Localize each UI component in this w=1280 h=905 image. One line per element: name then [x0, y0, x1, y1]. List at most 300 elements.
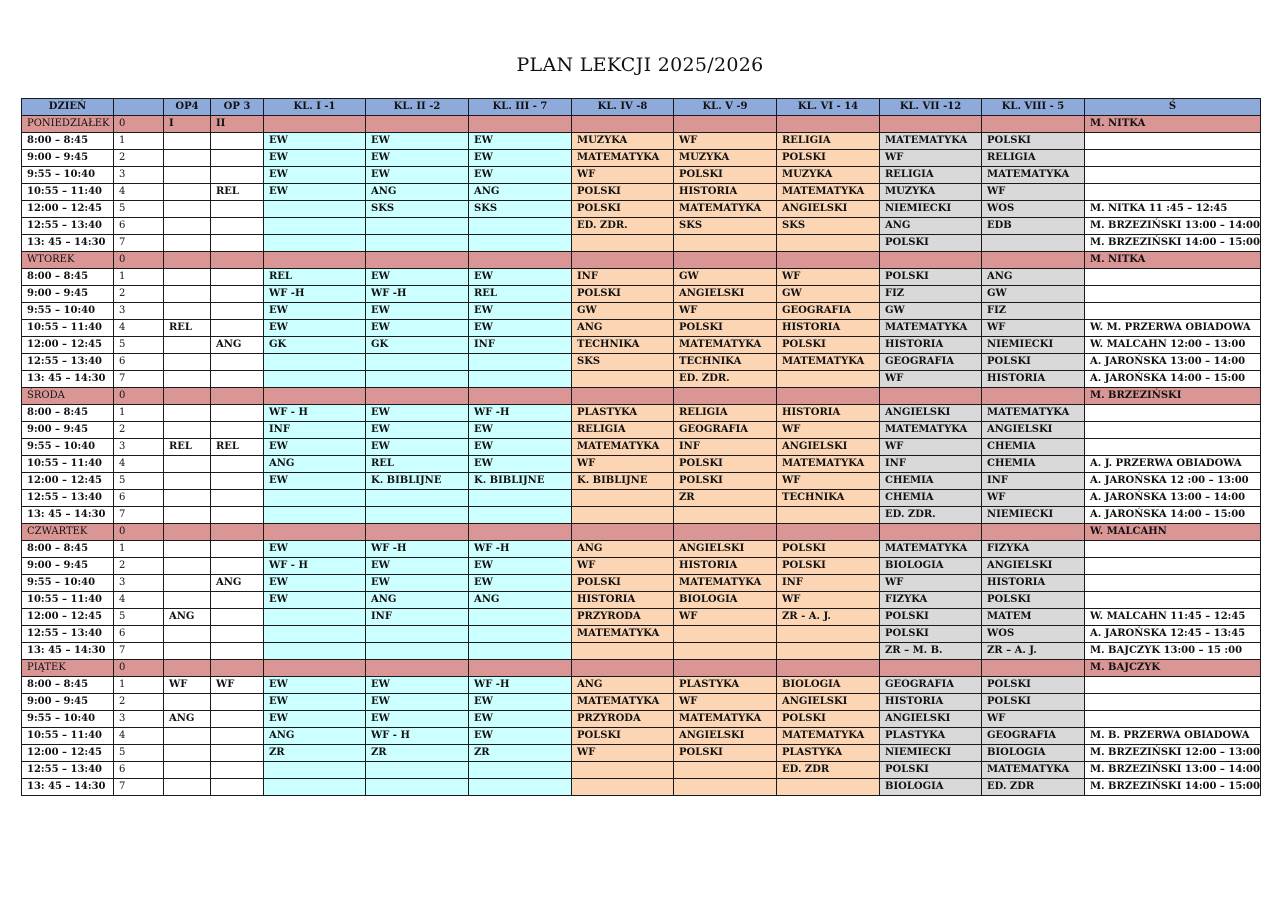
lesson-cell: WF	[777, 269, 880, 286]
lesson-cell: INF	[572, 269, 674, 286]
lesson-cell: ANGIELSKI	[674, 286, 777, 303]
duty-cell: M. BRZEZIŃSKI 14:00 – 15:00	[1085, 235, 1261, 252]
lesson-cell: WF	[880, 575, 982, 592]
lesson-cell	[264, 218, 366, 235]
lesson-cell	[211, 541, 264, 558]
lesson-cell: MATEMATYKA	[880, 320, 982, 337]
lesson-cell: EW	[264, 473, 366, 490]
lesson-cell: ZR - A. J.	[777, 609, 880, 626]
lesson-row	[22, 133, 1261, 150]
day-header-cell	[469, 388, 572, 405]
duty-cell: A. JAROŃSKA 12 :00 – 13:00	[1085, 473, 1261, 490]
column-header-col-class-14: KL. VI - 14	[777, 99, 880, 116]
day-header-cell	[777, 116, 880, 133]
lesson-cell	[164, 575, 211, 592]
lesson-cell: WF -H	[366, 541, 469, 558]
lesson-cell: EDB	[982, 218, 1085, 235]
lesson-cell: CHEMIA	[880, 490, 982, 507]
duty-cell: A. JAROŃSKA 13:00 – 14:00	[1085, 490, 1261, 507]
lesson-cell	[211, 422, 264, 439]
lesson-cell: BIOLOGIA	[674, 592, 777, 609]
lesson-row	[22, 456, 1261, 473]
duty-cell	[1085, 694, 1261, 711]
lesson-cell: POLSKI	[572, 286, 674, 303]
lesson-cell: RELIGIA	[982, 150, 1085, 167]
lesson-cell: ANG	[164, 711, 211, 728]
lesson-cell: EW	[469, 133, 572, 150]
lesson-cell	[211, 371, 264, 388]
lesson-cell: WOS	[982, 201, 1085, 218]
column-header-col-class-9: KL. V -9	[674, 99, 777, 116]
day-header-cell	[572, 116, 674, 133]
lesson-number: 5	[114, 745, 164, 762]
lesson-cell: ANG	[264, 456, 366, 473]
lesson-cell	[164, 269, 211, 286]
column-header-col-op4: OP4	[164, 99, 211, 116]
lesson-row	[22, 575, 1261, 592]
lesson-cell: REL	[211, 184, 264, 201]
lesson-cell	[777, 507, 880, 524]
duty-cell: A. JAROŃSKA 12:45 – 13:45	[1085, 626, 1261, 643]
lesson-cell	[211, 507, 264, 524]
lesson-cell: POLSKI	[572, 575, 674, 592]
day-header-cell	[366, 524, 469, 541]
lesson-cell: CHEMIA	[982, 439, 1085, 456]
lesson-cell: EW	[366, 694, 469, 711]
lesson-time: 12:55 – 13:40	[22, 626, 114, 643]
lesson-cell	[264, 490, 366, 507]
lesson-cell: ANGIELSKI	[777, 201, 880, 218]
duty-cell: W. M. PRZERWA OBIADOWA	[1085, 320, 1261, 337]
lesson-cell: MATEMATYKA	[982, 405, 1085, 422]
lesson-time: 8:00 – 8:45	[22, 269, 114, 286]
day-header-cell	[982, 388, 1085, 405]
lesson-cell: WF	[982, 184, 1085, 201]
lesson-cell: RELIGIA	[674, 405, 777, 422]
day-name: WTOREK	[22, 252, 114, 269]
lesson-row	[22, 439, 1261, 456]
lesson-number: 0	[114, 252, 164, 269]
column-header-col-op3: OP 3	[211, 99, 264, 116]
lesson-cell: EW	[469, 320, 572, 337]
lesson-cell: EW	[366, 711, 469, 728]
lesson-cell: ANG	[211, 575, 264, 592]
lesson-cell: ANGIELSKI	[880, 405, 982, 422]
day-header-cell: II	[211, 116, 264, 133]
lesson-cell	[264, 201, 366, 218]
lesson-row	[22, 405, 1261, 422]
duty-cell: A. JAROŃSKA 14:00 – 15:00	[1085, 507, 1261, 524]
lesson-cell: GEOGRAFIA	[777, 303, 880, 320]
lesson-cell: ANG	[982, 269, 1085, 286]
day-header-cell	[264, 524, 366, 541]
lesson-cell: EW	[366, 422, 469, 439]
lesson-number: 4	[114, 728, 164, 745]
lesson-cell: HISTORIA	[674, 558, 777, 575]
lesson-cell: REL	[211, 439, 264, 456]
lesson-row	[22, 473, 1261, 490]
lesson-cell: HISTORIA	[982, 371, 1085, 388]
lesson-row	[22, 201, 1261, 218]
day-header-cell	[572, 252, 674, 269]
lesson-cell	[366, 779, 469, 796]
lesson-cell	[211, 745, 264, 762]
lesson-time: 12:00 – 12:45	[22, 337, 114, 354]
lesson-cell: REL	[469, 286, 572, 303]
lesson-cell: FIZYKA	[880, 592, 982, 609]
day-header-cell	[777, 388, 880, 405]
lesson-cell: BIOLOGIA	[880, 779, 982, 796]
lesson-cell: EW	[264, 694, 366, 711]
lesson-cell: POLSKI	[982, 354, 1085, 371]
lesson-cell	[164, 473, 211, 490]
lesson-number: 4	[114, 184, 164, 201]
lesson-number: 4	[114, 320, 164, 337]
lesson-number: 3	[114, 439, 164, 456]
duty-cell	[1085, 133, 1261, 150]
lesson-row	[22, 354, 1261, 371]
day-header-cell	[674, 524, 777, 541]
lesson-number: 0	[114, 116, 164, 133]
lesson-cell	[469, 490, 572, 507]
duty-cell: M. BRZEZIŃSKI 12:00 – 13:00	[1085, 745, 1261, 762]
lesson-cell: ANG	[572, 677, 674, 694]
lesson-cell	[366, 762, 469, 779]
lesson-row	[22, 235, 1261, 252]
lesson-cell	[211, 133, 264, 150]
day-header-cell	[211, 252, 264, 269]
lesson-cell	[164, 541, 211, 558]
lesson-time: 13: 45 – 14:30	[22, 779, 114, 796]
lesson-cell	[572, 507, 674, 524]
duty-cell	[1085, 677, 1261, 694]
lesson-cell: ED. ZDR.	[880, 507, 982, 524]
lesson-cell: NIEMIECKI	[982, 337, 1085, 354]
lesson-cell: HISTORIA	[572, 592, 674, 609]
lesson-cell	[211, 286, 264, 303]
lesson-cell: NIEMIECKI	[880, 201, 982, 218]
day-name: CZWARTEK	[22, 524, 114, 541]
lesson-cell: EW	[264, 167, 366, 184]
lesson-cell: WF - H	[264, 405, 366, 422]
lesson-row	[22, 541, 1261, 558]
lesson-number: 6	[114, 354, 164, 371]
lesson-time: 9:55 – 10:40	[22, 303, 114, 320]
lesson-cell: WOS	[982, 626, 1085, 643]
lesson-cell	[366, 218, 469, 235]
lesson-cell: REL	[366, 456, 469, 473]
lesson-cell: EW	[469, 439, 572, 456]
lesson-cell	[211, 728, 264, 745]
lesson-cell: EW	[469, 558, 572, 575]
lesson-cell	[264, 626, 366, 643]
lesson-cell: MATEMATYKA	[880, 133, 982, 150]
lesson-cell: POLSKI	[674, 745, 777, 762]
duty-teacher: W. MALCAHN	[1085, 524, 1261, 541]
lesson-cell: K. BIBLIJNE	[469, 473, 572, 490]
lesson-cell: MATEMATYKA	[572, 626, 674, 643]
day-header-cell	[880, 524, 982, 541]
lesson-cell	[469, 643, 572, 660]
lesson-cell	[211, 303, 264, 320]
lesson-cell	[572, 490, 674, 507]
duty-cell	[1085, 439, 1261, 456]
lesson-cell: EW	[366, 558, 469, 575]
lesson-cell: POLSKI	[880, 269, 982, 286]
lesson-cell: ANGIELSKI	[880, 711, 982, 728]
lesson-cell	[264, 609, 366, 626]
lesson-cell: GW	[880, 303, 982, 320]
day-header-cell	[366, 388, 469, 405]
lesson-cell	[211, 643, 264, 660]
page-title: PLAN LEKCJI 2025/2026	[516, 54, 764, 76]
lesson-cell: EW	[366, 677, 469, 694]
day-header-cell	[880, 660, 982, 677]
lesson-cell: EW	[264, 320, 366, 337]
lesson-number: 5	[114, 473, 164, 490]
lesson-cell: POLSKI	[674, 167, 777, 184]
day-header-cell	[982, 660, 1085, 677]
lesson-cell: MATEMATYKA	[880, 541, 982, 558]
lesson-cell: ANG	[469, 592, 572, 609]
lesson-row	[22, 303, 1261, 320]
lesson-row	[22, 320, 1261, 337]
lesson-cell: WF	[777, 592, 880, 609]
lesson-cell	[469, 779, 572, 796]
lesson-row	[22, 558, 1261, 575]
lesson-cell	[674, 626, 777, 643]
lesson-cell: FIZYKA	[982, 541, 1085, 558]
lesson-cell: ANG	[264, 728, 366, 745]
lesson-cell: MUZYKA	[674, 150, 777, 167]
day-header-cell	[469, 116, 572, 133]
lesson-cell: MUZYKA	[880, 184, 982, 201]
lesson-cell: ZR	[674, 490, 777, 507]
lesson-cell	[164, 779, 211, 796]
day-header-cell	[777, 660, 880, 677]
lesson-cell: RELIGIA	[777, 133, 880, 150]
lesson-number: 7	[114, 643, 164, 660]
lesson-cell: MATEMATYKA	[674, 337, 777, 354]
lesson-cell: POLSKI	[982, 694, 1085, 711]
lesson-time: 12:55 – 13:40	[22, 490, 114, 507]
lesson-cell: BIOLOGIA	[777, 677, 880, 694]
lesson-cell	[469, 507, 572, 524]
lesson-cell	[164, 167, 211, 184]
lesson-cell: WF - H	[366, 728, 469, 745]
lesson-cell: WF	[674, 609, 777, 626]
lesson-cell	[164, 507, 211, 524]
duty-teacher: M. NITKA	[1085, 252, 1261, 269]
lesson-row	[22, 762, 1261, 779]
lesson-cell	[164, 405, 211, 422]
lesson-cell: MATEMATYKA	[572, 694, 674, 711]
lesson-cell: WF -H	[469, 405, 572, 422]
lesson-cell: HISTORIA	[674, 184, 777, 201]
column-header-col-class-1: KL. I -1	[264, 99, 366, 116]
lesson-cell: ZR – M. B.	[880, 643, 982, 660]
lesson-cell	[211, 592, 264, 609]
lesson-number: 0	[114, 524, 164, 541]
lesson-cell	[164, 286, 211, 303]
lesson-row	[22, 592, 1261, 609]
lesson-cell	[211, 609, 264, 626]
lesson-cell: MATEMATYKA	[674, 575, 777, 592]
lesson-cell	[164, 745, 211, 762]
lesson-cell	[211, 626, 264, 643]
lesson-cell: MATEMATYKA	[572, 439, 674, 456]
lesson-cell: ANG	[880, 218, 982, 235]
lesson-cell	[164, 201, 211, 218]
lesson-cell	[164, 490, 211, 507]
duty-cell: W. MALCAHN 11:45 – 12:45	[1085, 609, 1261, 626]
lesson-cell	[777, 235, 880, 252]
lesson-row	[22, 694, 1261, 711]
lesson-number: 6	[114, 218, 164, 235]
lesson-number: 4	[114, 456, 164, 473]
lesson-cell	[164, 337, 211, 354]
lesson-cell: TECHNIKA	[572, 337, 674, 354]
lesson-time: 10:55 – 11:40	[22, 728, 114, 745]
table-body	[22, 116, 1261, 796]
day-header-cell	[264, 660, 366, 677]
lesson-cell	[211, 405, 264, 422]
lesson-cell	[164, 694, 211, 711]
lesson-number: 3	[114, 711, 164, 728]
lesson-cell	[674, 507, 777, 524]
lesson-cell	[211, 711, 264, 728]
lesson-cell: POLSKI	[674, 320, 777, 337]
lesson-cell: WF	[211, 677, 264, 694]
lesson-cell: MATEMATYKA	[674, 201, 777, 218]
lesson-time: 12:00 – 12:45	[22, 609, 114, 626]
lesson-cell	[211, 235, 264, 252]
lesson-cell: SKS	[469, 201, 572, 218]
day-header-cell	[164, 388, 211, 405]
lesson-cell: POLSKI	[777, 150, 880, 167]
day-header-cell	[982, 524, 1085, 541]
lesson-cell: ANG	[164, 609, 211, 626]
day-header-cell	[572, 524, 674, 541]
lesson-number: 2	[114, 422, 164, 439]
duty-cell: A. JAROŃSKA 13:00 – 14:00	[1085, 354, 1261, 371]
lesson-cell	[164, 592, 211, 609]
lesson-cell	[264, 779, 366, 796]
lesson-cell	[211, 694, 264, 711]
duty-teacher: M. BRZEZIŃSKI	[1085, 388, 1261, 405]
lesson-cell: EW	[366, 575, 469, 592]
duty-cell	[1085, 541, 1261, 558]
lesson-row	[22, 677, 1261, 694]
lesson-cell	[164, 184, 211, 201]
lesson-row	[22, 711, 1261, 728]
day-row	[22, 252, 1261, 269]
lesson-cell: EW	[264, 150, 366, 167]
lesson-cell: K. BIBLIJNE	[572, 473, 674, 490]
day-header-cell	[211, 524, 264, 541]
lesson-cell	[264, 507, 366, 524]
duty-cell	[1085, 167, 1261, 184]
lesson-row	[22, 422, 1261, 439]
lesson-cell	[572, 762, 674, 779]
day-row	[22, 660, 1261, 677]
day-header-cell: I	[164, 116, 211, 133]
lesson-cell	[777, 371, 880, 388]
day-name: ŚRODA	[22, 388, 114, 405]
lesson-cell	[211, 167, 264, 184]
lesson-number: 6	[114, 762, 164, 779]
lesson-time: 10:55 – 11:40	[22, 320, 114, 337]
lesson-cell: EW	[366, 405, 469, 422]
lesson-cell: POLSKI	[880, 235, 982, 252]
lesson-cell: WF	[982, 490, 1085, 507]
lesson-cell: WF	[880, 371, 982, 388]
lesson-cell: POLSKI	[572, 184, 674, 201]
lesson-cell	[572, 235, 674, 252]
lesson-number: 1	[114, 133, 164, 150]
lesson-cell: EW	[264, 541, 366, 558]
lesson-cell	[164, 728, 211, 745]
lesson-cell	[366, 371, 469, 388]
lesson-number: 2	[114, 150, 164, 167]
lesson-cell: PLASTYKA	[572, 405, 674, 422]
lesson-cell: WF -H	[469, 677, 572, 694]
lesson-number: 1	[114, 269, 164, 286]
day-row	[22, 524, 1261, 541]
duty-cell: M. BRZEZIŃSKI 13:00 – 14:00	[1085, 762, 1261, 779]
lesson-cell: WF	[572, 167, 674, 184]
lesson-cell: EW	[264, 303, 366, 320]
lesson-cell: POLSKI	[777, 711, 880, 728]
lesson-cell: ANG	[572, 320, 674, 337]
duty-cell: M. BAJCZYK 13:00 – 15 :00	[1085, 643, 1261, 660]
duty-cell	[1085, 575, 1261, 592]
lesson-time: 9:55 – 10:40	[22, 711, 114, 728]
lesson-cell	[982, 235, 1085, 252]
lesson-cell: ANGIELSKI	[982, 558, 1085, 575]
day-header-cell	[164, 660, 211, 677]
lesson-cell: MATEMATYKA	[777, 184, 880, 201]
lesson-row	[22, 745, 1261, 762]
lesson-cell: EW	[469, 694, 572, 711]
day-header-cell	[211, 388, 264, 405]
lesson-number: 7	[114, 235, 164, 252]
lesson-number: 3	[114, 167, 164, 184]
lesson-cell: MATEMATYKA	[572, 150, 674, 167]
lesson-cell: EW	[469, 711, 572, 728]
lesson-cell: ANG	[572, 541, 674, 558]
lesson-cell	[211, 320, 264, 337]
lesson-number: 7	[114, 371, 164, 388]
lesson-cell: ANG	[366, 184, 469, 201]
header-row	[22, 99, 1261, 116]
duty-cell	[1085, 303, 1261, 320]
day-name: PONIEDZIAŁEK	[22, 116, 114, 133]
lesson-time: 13: 45 – 14:30	[22, 235, 114, 252]
lesson-cell: MATEMATYKA	[777, 354, 880, 371]
lesson-time: 9:00 – 9:45	[22, 694, 114, 711]
lesson-cell: MUZYKA	[572, 133, 674, 150]
lesson-cell: ED. ZDR	[982, 779, 1085, 796]
lesson-time: 10:55 – 11:40	[22, 184, 114, 201]
lesson-cell: REL	[164, 320, 211, 337]
column-header-col-class-5: KL. VIII - 5	[982, 99, 1085, 116]
lesson-cell: ANGIELSKI	[674, 541, 777, 558]
lesson-cell	[777, 626, 880, 643]
column-header-col-class-2: KL. II -2	[366, 99, 469, 116]
lesson-number: 2	[114, 286, 164, 303]
lesson-cell: POLSKI	[674, 456, 777, 473]
